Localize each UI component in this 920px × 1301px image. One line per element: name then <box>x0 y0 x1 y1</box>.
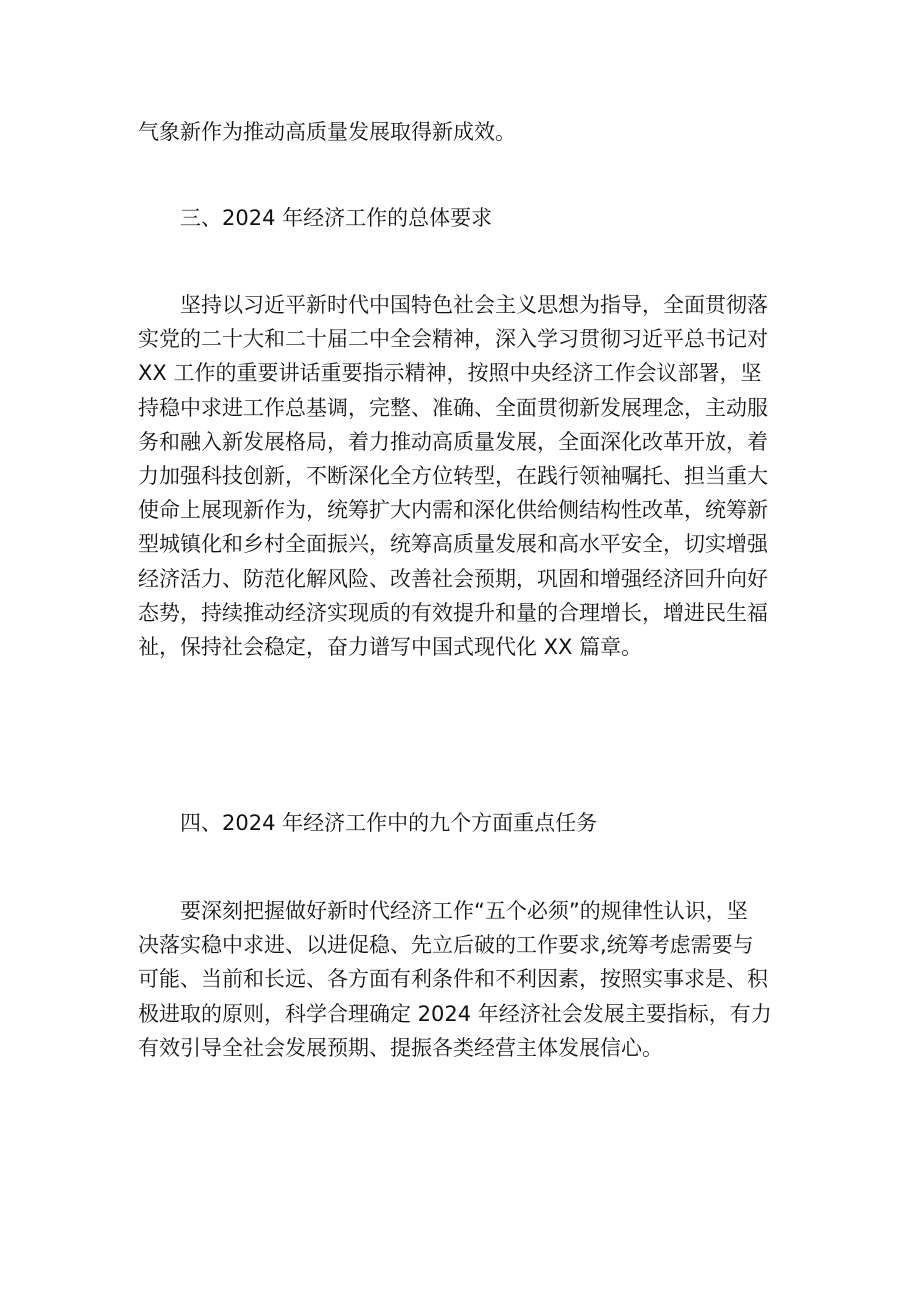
paragraph-line: 持稳中求进工作总基调，完整、准确、全面贯彻新发展理念，主动服 <box>138 395 768 420</box>
paragraph-line: XX 工作的重要讲话重要指示精神，按照中央经济工作会议部署，坚 <box>138 361 762 386</box>
paragraph-line: 实党的二十大和二十届二中全会精神，深入学习贯彻习近平总书记对 <box>138 327 768 352</box>
paragraph-line: 经济活力、防范化解风险、改善社会预期，巩固和增强经济回升向好 <box>138 566 768 591</box>
paragraph-line: 坚持以习近平新时代中国特色社会主义思想为指导，全面贯彻落 <box>180 293 768 317</box>
section-heading-3 <box>138 201 788 235</box>
paragraph-line: 使命上展现新作为，统筹扩大内需和深化供给侧结构性改革，统筹新 <box>138 498 768 523</box>
paragraph-line: 祉，保持社会稳定，奋力谱写中国式现代化 XX 篇章。 <box>138 634 643 659</box>
paragraph-line: 极进取的原则，科学合理确定 2024 年经济社会发展主要指标，有力 <box>138 1001 772 1026</box>
paragraph-line: 有效引导全社会发展预期、提振各类经营主体发展信心。 <box>138 1035 663 1060</box>
paragraph-line: 气象新作为推动高质量发展取得新成效。 <box>138 120 516 144</box>
section-heading-4 <box>138 806 788 840</box>
paragraph-line: 务和融入新发展格局，着力推动高质量发展，全面深化改革开放，着 <box>138 429 768 454</box>
paragraph-line: 决落实稳中求进、以进促稳、先立后破的工作要求,统筹考虑需要与 <box>138 933 754 958</box>
paragraph-line: 可能、当前和长远、各方面有利条件和不利因素，按照实事求是、积 <box>138 967 768 992</box>
heading-text: 三、2024 年经济工作的总体要求 <box>180 206 493 230</box>
paragraph-line: 要深刻把握做好新时代经济工作“五个必须”的规律性认识，坚 <box>180 899 748 923</box>
paragraph-line: 型城镇化和乡村全面振兴，统筹高质量发展和高水平安全，切实增强 <box>138 532 768 557</box>
paragraph-overall-requirements <box>138 288 788 664</box>
paragraph-line: 力加强科技创新，不断深化全方位转型，在践行领袖嘱托、担当重大 <box>138 463 768 488</box>
paragraph-continuation <box>138 115 788 149</box>
heading-text: 四、2024 年经济工作中的九个方面重点任务 <box>180 811 598 835</box>
paragraph-line: 态势，持续推动经济实现质的有效提升和量的合理增长，增进民生福 <box>138 600 768 625</box>
paragraph-key-tasks <box>138 894 788 1065</box>
